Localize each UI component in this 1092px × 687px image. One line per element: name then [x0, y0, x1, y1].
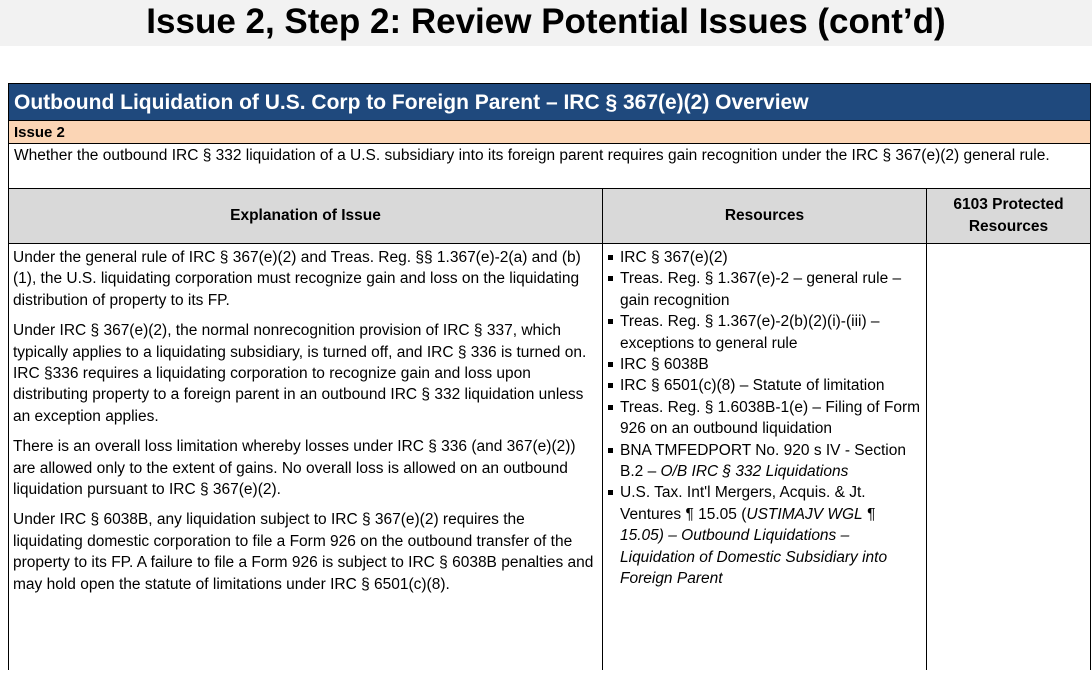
resources-column	[603, 189, 927, 670]
overview-table	[8, 83, 1091, 670]
explanation-column-header: Explanation of Issue	[9, 189, 602, 244]
protected-resources-column-header: 6103 Protected Resources	[927, 189, 1090, 244]
resource-item	[607, 482, 922, 589]
explanation-column	[9, 189, 603, 670]
resources-list	[607, 247, 922, 590]
protected-resources-column	[927, 189, 1090, 670]
resource-item: Treas. Reg. § 1.367(e)-2 – general rule – gain recognition	[607, 268, 922, 311]
page-title: Issue 2, Step 2: Review Potential Issues (cont’d)	[146, 2, 946, 41]
resource-italic-text: O/B IRC § 332 Liquidations	[660, 463, 849, 481]
protected-resources-cell	[927, 244, 1090, 667]
explanation-paragraph: Under IRC § 6038B, any liquidation subject to IRC § 367(e)(2) requires the liquidating domestic corporation to file a Form 926 on the outbound transfer of the property to its FP. A failure to file a Form 926 is subject to IRC § 6038B penalties and may hold open the statute of limitations under IRC § 6501(c)(8).	[13, 511, 594, 593]
resource-italic-text: USTIMAJV WGL ¶ 15.05) – Outbound Liquidations – Liquidation of Domestic Subsidiary into Foreign Parent	[620, 505, 888, 588]
resource-item	[607, 440, 922, 483]
issue-label: Issue 2	[9, 121, 1090, 144]
explanation-paragraph: Under IRC § 367(e)(2), the normal nonrecognition provision of IRC § 337, which typically applies to a liquidating subsidiary, is turned off, and IRC § 336 is turned on. IRC §336 requires a liquidating corporation to recognize gain and loss upon distributing property to a foreign parent in an outbound IRC § 332 liquidation unless an exception applies.	[13, 322, 587, 425]
explanation-cell	[9, 244, 602, 670]
resource-item: IRC § 367(e)(2)	[607, 247, 922, 268]
resource-item: IRC § 6038B	[607, 354, 922, 375]
resources-cell	[603, 244, 926, 670]
resource-item: Treas. Reg. § 1.367(e)-2(b)(2)(i)-(iii) – exceptions to general rule	[607, 311, 922, 354]
explanation-paragraph: Under the general rule of IRC § 367(e)(2) and Treas. Reg. §§ 1.367(e)-2(a) and (b)(1), the U.S. liquidating corporation must recognize gain and loss on the liquidating distribution of property to its FP.	[13, 249, 581, 309]
issue-text: Whether the outbound IRC § 332 liquidation of a U.S. subsidiary into its foreign parent requires gain recognition under the IRC § 367(e)(2) general rule.	[9, 144, 1090, 189]
resource-text: BNA TMFEDPORT No. 920 s IV - Section B.2 –	[620, 441, 906, 481]
table-header: Outbound Liquidation of U.S. Corp to Foreign Parent – IRC § 367(e)(2) Overview	[9, 84, 1090, 121]
resource-item: IRC § 6501(c)(8) – Statute of limitation	[607, 375, 922, 396]
resource-text: U.S. Tax. Int'l Mergers, Acquis. & Jt. Ventures ¶ 15.05 (	[620, 484, 866, 523]
resources-column-header: Resources	[603, 189, 926, 244]
resource-item: Treas. Reg. § 1.6038B-1(e) – Filing of Form 926 on an outbound liquidation	[607, 397, 922, 440]
table-columns	[9, 189, 1090, 670]
explanation-paragraph: There is an overall loss limitation whereby losses under IRC § 336 (and 367(e)(2)) are allowed only to the extent of gains. No overall loss is allowed on an outbound liquidation pursuant to IRC § 367(e)(2).	[13, 438, 576, 499]
